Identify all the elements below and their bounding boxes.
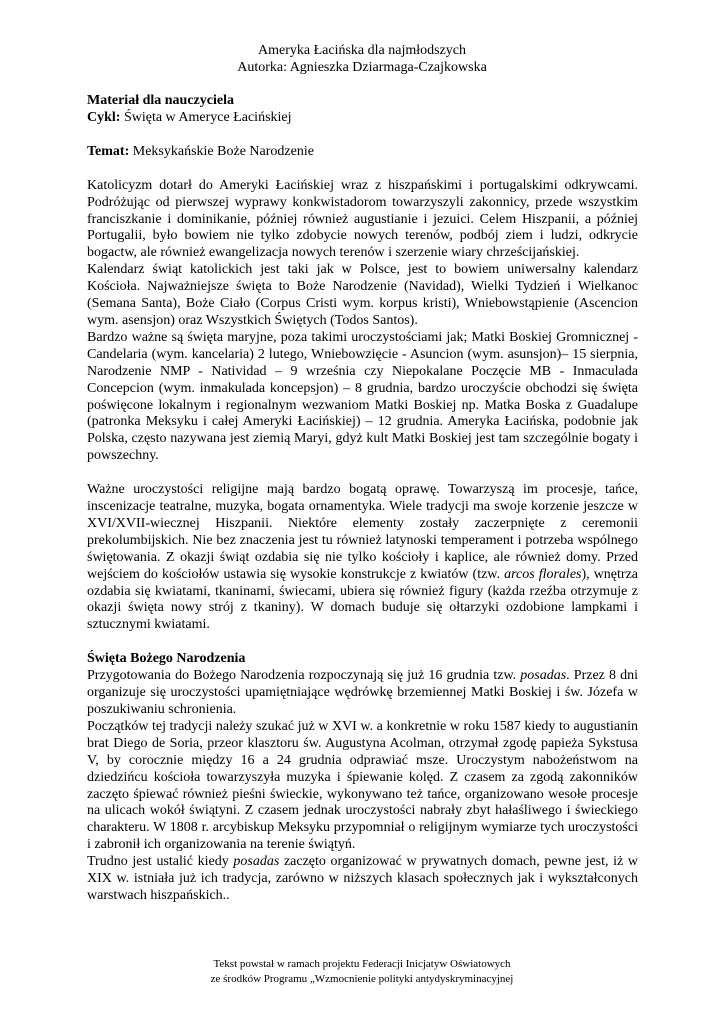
intro-paragraph-3: Bardzo ważne są święta maryjne, poza takimi uroczystościami jak; Matki Boskiej Gromnicznej - Candelaria (wym. kancelaria) 2 lutego, Wniebowzięcie - Asuncion (wym. asunsjon)– 15 sierpnia, Narodzenie NMP - Natividad – 9 września czy Niepokalane Poczęcie MB - Inmaculada Concepcion (wym. inmakulada koncepsjon) – 8 grudnia, bardzo uroczyście obchodzi się święta poświęcone lokalnym i regionalnym wezwaniom Matki Boskiej np. Matka Boska z Guadalupe (patronka Meksyku i całej Ameryki Łacińskiej) – 12 grudnia. Ameryka Łacińska, podobnie jak Polska, często nazywana jest ziemią Maryi, gdyż kult Matki Boskiej jest tam szczególnie bogaty i powszechny.: [87, 329, 638, 464]
topic-label: Temat:: [87, 143, 130, 159]
material-label: Materiał dla nauczyciela: [87, 93, 234, 108]
footer-line-1: Tekst powstał w ramach projektu Federacji Inicjatyw Oświatowych: [213, 958, 511, 970]
intro-paragraph-2: Kalendarz świąt katolickich jest taki jak w Polsce, jest to bowiem uniwersalny kalendarz Kościoła. Najważniejsze święta to Boże Narodzenie (Navidad), Wielki Tydzień i Wielkanoc (Semana Santa), Boże Ciało (Corpus Cristi wym. korpus kristi), Wniebowstąpienie (Ascencion wym. asensjon) oraz Wszystkich Świętych (Todos Santos).: [87, 262, 638, 328]
christmas-section: [87, 651, 638, 905]
author-line: Autorka: Agnieszka Dziarmaga-Czajkowska: [237, 60, 487, 75]
document-footer: [0, 957, 724, 986]
christmas-paragraph-2: Początków tej tradycji należy szukać już w XVI w. a konkretnie w roku 1587 kiedy to augustianin brat Diego de Soria, przeor klasztoru św. Augustyna Acolman, otrzymał zgodę papieża Sykstusa V, by corocznie między 16 a 24 grudnia odprawiać msze. Uroczystym nabożeństwom na dziedzińcu kościoła towarzyszyła muzyka i śpiewanie kolęd. Z czasem za zgodą zakonników zaczęto śpiewać również pieśni świeckie, wykonywano też tańce, organizowano wesołe procesje na ulicach wokół świątyni. Z czasem jednak uroczystości nabrały zbyt hałaśliwego i świeckiego charakteru. W 1808 r. arcybiskup Meksyku przypomniał o religijnym wymiarze tych uroczystości i zabronił ich organizowania na terenie świątyń.: [87, 718, 638, 853]
intro-section: [87, 178, 638, 465]
posadas-term: posadas: [520, 668, 567, 684]
christmas-paragraph-3: Trudno jest ustalić kiedy posadas zaczęto organizować w prywatnych domach, pewne jest, iż w XIX w. istniała już ich tradycja, zarówno w niższych klasach społecznych jak i wykształconych warstwach hiszpańskich..: [87, 854, 639, 903]
celebrations-paragraph: Ważne uroczystości religijne mają bardzo bogatą oprawę. Towarzyszą im procesje, tańce, inscenizacje teatralne, muzyka, bogata ornamentyka. Wiele tradycji ma swoje korzenie jeszcze w XVI/XVII-wiecznej Hiszpanii. Niektóre elementy zostały zaczerpnięte z ceremonii prekolumbijskich. Nie bez znaczenia jest tu również latynoski temperament i potrzeba wspólnego świętowania. Z okazji świąt ozdabia się nie tylko kościoły i kaplice, ale również domy. Przed wejściem do kościołów ustawia się wysokie konstrukcje z kwiatów (tzw. arcos florales), wnętrza ozdabia się kwiatami, tkaninami, świecami, ubiera się również figury (każda rzeźba otrzymuje z okazji święta nowy strój z tkaniny). W domach buduje się ołtarzyki ozdobione lampkami i sztucznymi kwiatami.: [87, 482, 638, 633]
christmas-paragraph-1: Przygotowania do Bożego Narodzenia rozpoczynają się już 16 grudnia tzw. posadas. Przez 8 dni organizuje się uroczystości upamiętniające wędrówkę brzemiennej Matki Boskiej i św. Józefa w poszukiwaniu schronienia.: [87, 668, 638, 717]
posadas-term: posadas: [233, 854, 280, 870]
arcos-florales-term: arcos florales: [504, 566, 582, 582]
christmas-heading: Święta Bożego Narodzenia: [87, 651, 246, 667]
footer-line-2: ze środków Programu „Wzmocnienie polityki antydyskryminacyjnej: [210, 972, 514, 985]
topic-line: [87, 144, 638, 161]
document-body: [87, 93, 638, 905]
topic-value: Meksykańskie Boże Narodzenie: [129, 143, 314, 159]
intro-paragraph-1: Katolicyzm dotarł do Ameryki Łacińskiej wraz z hiszpańskimi i portugalskimi odkrywcami. Podróżując od pierwszej wyprawy konkwistadorom towarzyszyli zakonnicy, przede wszystkim franciszkanie i dominikanie, później również augustianie i jezuici. Celem Hiszpanii, a później Portugalii, było bowiem nie tylko zdobycie nowych terenów, podbój ziem i ludzi, odkrycie bogactw, ale również ewangelizacja nowych terenów i szerzenie wiary chrześcijańskiej.: [87, 177, 638, 261]
document-header: [0, 42, 724, 76]
series-title: Ameryka Łacińska dla najmłodszych: [258, 43, 466, 58]
cycle-value: Święta w Ameryce Łacińskiej: [120, 109, 292, 125]
cycle-line: [87, 110, 638, 127]
cycle-label: Cykl:: [87, 109, 121, 125]
